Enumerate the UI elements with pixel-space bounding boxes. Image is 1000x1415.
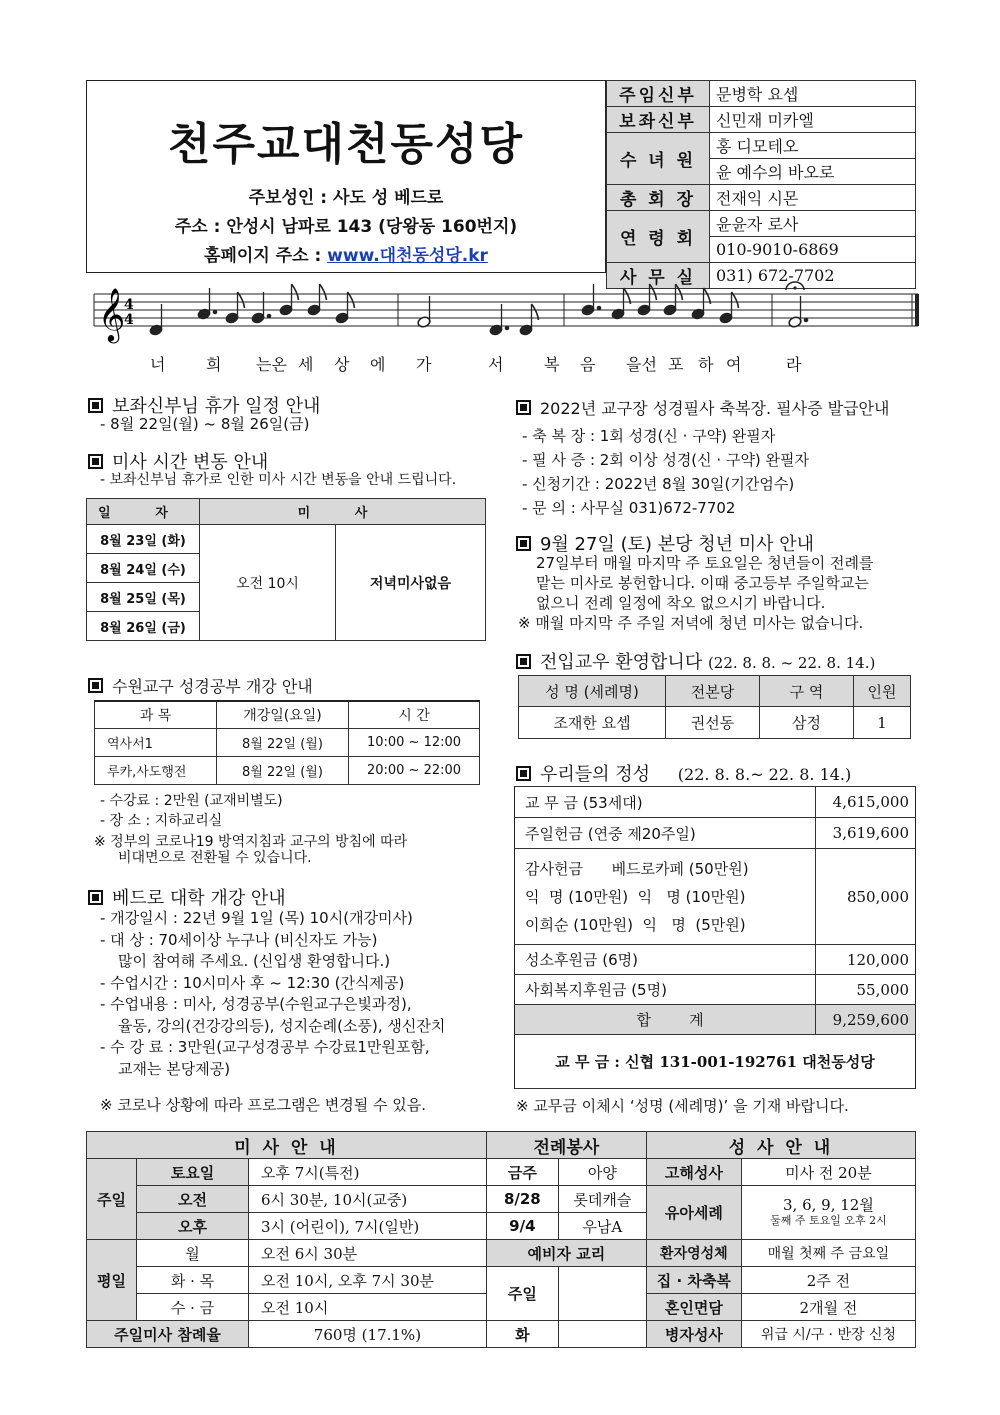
col-header: 미 사: [200, 499, 486, 525]
lyric-syllable: 희: [206, 355, 222, 374]
sacrament-info: 위급 시/구 · 반장 신청: [741, 1321, 915, 1348]
mass-change-table: [86, 498, 486, 641]
service-table: [86, 1131, 916, 1348]
table-cell: 루카,사도행전: [95, 756, 217, 784]
youth-heading: 9월 27일 (토) 본당 청년 미사 안내: [516, 530, 814, 556]
sacrament-info-line: 3, 6, 9, 12월: [783, 1195, 874, 1214]
square-bullet-icon: [516, 654, 531, 669]
staff-value: 윤 예수의 바오로: [710, 159, 916, 185]
mass-time: 6시 30분, 10시(교중): [249, 1186, 487, 1213]
youth-line: 27일부터 매월 마지막 주 토요일은 청년들이 전례를: [536, 554, 874, 572]
sacrament-info: [741, 1186, 915, 1240]
newcomers-heading: 전입교우 환영합니다 (22. 8. 8. ~ 22. 8. 14.): [516, 648, 875, 674]
staff-label: 주임신부: [607, 81, 710, 107]
church-name: 천주교대천동성당: [167, 119, 525, 170]
study-note: ※ 정부의 코로나19 방역지침과 교구의 방침에 따라: [94, 834, 408, 850]
square-bullet-icon: [516, 400, 531, 415]
table-cell: 조재한 요셉: [519, 707, 666, 739]
col-header: 개강일(요일): [217, 701, 349, 728]
catechism-header: 예비자 교리: [486, 1240, 646, 1267]
date-cell: 8월 24일 (수): [87, 554, 200, 583]
study-heading: 수원교구 성경공부 개강 안내: [88, 674, 313, 697]
catechism-sunday: 주일: [486, 1267, 558, 1321]
vacation-heading: 보좌신부님 휴가 일정 안내: [88, 392, 320, 418]
mass-change-heading: 미사 시간 변동 안내: [88, 448, 268, 474]
morning-mass: 오전 10시: [200, 525, 336, 641]
square-bullet-icon: [88, 454, 103, 469]
mass-day: 오전: [137, 1186, 249, 1213]
offering-note: ※ 교무금 이체시 ‘성명 (세례명)’ 을 기재 바랍니다.: [516, 1097, 849, 1115]
table-cell: 역사서1: [95, 728, 217, 756]
sacrament-header: 성 사 안 내: [646, 1132, 915, 1159]
peter-line: - 수업내용 : 미사, 성경공부(수원교구은빛과정),: [100, 995, 412, 1013]
staff-value: 신민재 미카엘: [710, 107, 916, 133]
bible-line: - 신청기간 : 2022년 8월 30일(기간엄수): [522, 475, 795, 493]
liturgy-date: 8/28: [486, 1186, 558, 1213]
date-cell: 8월 25일 (목): [87, 583, 200, 612]
offering-thanks-line: 감사헌금 베드로카페 (50만원): [525, 859, 749, 878]
offering-label: 교 무 금 (53세대): [515, 787, 816, 818]
sunday-label: 주일: [87, 1159, 137, 1240]
col-header: 성 명 (세례명): [519, 676, 666, 707]
bible-line: - 문 의 : 사무실 031)672-7702: [522, 499, 736, 517]
offering-thanks-line: 이희순 (10만원) 익 명 (5만원): [525, 915, 746, 934]
sacrament-name: 혼인면담: [646, 1294, 741, 1321]
table-cell: 10:00 ~ 12:00: [349, 728, 480, 756]
church-address: 주소 : 안성시 남파로 143 (당왕동 160번지): [174, 217, 518, 237]
sacrament-info-line: 둘째 주 토요일 오후 2시: [770, 1213, 887, 1227]
liturgy-header: 전례봉사: [486, 1132, 646, 1159]
mass-day: 오후: [137, 1213, 249, 1240]
date-cell: 8월 26일 (금): [87, 612, 200, 641]
offering-amount: 120,000: [816, 945, 916, 975]
col-header: 인원: [854, 676, 911, 707]
lyric-syllable: 에: [370, 355, 386, 374]
bible-line: - 필 사 증 : 2회 이상 성경(신 · 구약) 완필자: [522, 451, 810, 469]
peter-line: 많이 참여해 주세요. (신입생 환영합니다.): [118, 952, 391, 970]
sacrament-name: 고해성사: [646, 1159, 741, 1186]
staff-table: [606, 80, 916, 289]
lyric-syllable: 세: [298, 355, 314, 374]
peter-line: - 수 강 료 : 3만원(교구성경공부 수강료1만원포함,: [100, 1038, 430, 1056]
evening-mass: 저녁미사없음: [336, 525, 486, 641]
staff-value: 문병학 요셉: [710, 81, 916, 107]
offering-label: 사회복지후원금 (5명): [515, 975, 816, 1005]
note-flag: [650, 284, 657, 300]
sacrament-name: 병자성사: [646, 1321, 741, 1348]
offering-account: 교 무 금 : 신협 131-001-192761 대천동성당: [515, 1035, 916, 1089]
vacation-dates: - 8월 22일(월) ~ 8월 26일(금): [100, 415, 310, 433]
staff-value: 홍 디모테오: [710, 133, 916, 159]
study-note: - 수강료 : 2만원 (교재비별도): [100, 793, 283, 809]
sacrament-info: 미사 전 20분: [741, 1159, 915, 1186]
peter-heading: 베드로 대학 개강 안내: [88, 884, 286, 910]
mass-time: 3시 (어린이), 7시(일반): [249, 1213, 487, 1240]
lyric-syllable: 하: [698, 355, 714, 374]
lyric-syllable: 가: [416, 355, 432, 374]
newcomers-period: (22. 8. 8. ~ 22. 8. 14.): [707, 654, 876, 672]
time-signature-top: 4: [124, 297, 134, 313]
col-header: 구 역: [760, 676, 854, 707]
lyric-syllable: 너: [150, 355, 166, 374]
treble-clef-icon: 𝄞: [98, 287, 126, 341]
offering-total: 9,259,600: [816, 1005, 916, 1035]
staff-label: 수 녀 원: [607, 133, 710, 185]
liturgy-date: 금주: [486, 1159, 558, 1186]
col-header: 전본당: [666, 676, 760, 707]
offering-label: 주일헌금 (연중 제20주일): [515, 818, 816, 849]
weekday-label: 평일: [87, 1240, 137, 1321]
offering-period: (22. 8. 8.~ 22. 8. 14.): [677, 765, 852, 784]
note-flag: [320, 284, 327, 300]
table-cell: 8월 22일 (월): [217, 728, 349, 756]
study-note: - 장 소 : 지하교리실: [100, 813, 223, 829]
table-cell: 1: [854, 707, 911, 739]
sacrament-info: 매월 첫째 주 금요일: [741, 1240, 915, 1267]
peter-line: 율동, 강의(건강강의등), 성지순례(소풍), 생신잔치: [118, 1016, 446, 1035]
offering-amount: 55,000: [816, 975, 916, 1005]
mass-time: 오전 6시 30분: [249, 1240, 487, 1267]
sacrament-name: 유아세례: [646, 1186, 741, 1240]
mass-day: 토요일: [137, 1159, 249, 1186]
youth-lines: [518, 553, 874, 633]
bible-line: - 축 복 장 : 1회 성경(신 · 구약) 완필자: [522, 427, 776, 445]
staff-label: 연 령 회: [607, 211, 710, 263]
music-staff: [86, 278, 921, 376]
date-cell: 8월 23일 (화): [87, 525, 200, 554]
sacrament-name: 집 · 차축복: [646, 1267, 741, 1294]
note-flag: [292, 284, 299, 300]
liturgy-group: 우남A: [558, 1213, 646, 1240]
staff-value: 윤윤자 로사: [710, 211, 916, 237]
mass-time: 오전 10시: [249, 1294, 487, 1321]
lyric-syllable: 음: [580, 355, 596, 374]
offering-thanks: [515, 849, 816, 945]
peter-lines: [100, 908, 490, 1080]
sacrament-name: 환자영성체: [646, 1240, 741, 1267]
catechism-weekday: 화: [486, 1321, 558, 1348]
bible-heading: 2022년 교구장 성경필사 축복장. 필사증 발급안내: [516, 396, 889, 419]
catechism-weekday-time: [558, 1321, 646, 1348]
square-bullet-icon: [88, 398, 103, 413]
staff-value: 010-9010-6869: [710, 237, 916, 263]
homepage-link[interactable]: www.대천동성당.kr: [327, 246, 488, 266]
offering-heading: 우리들의 정성 (22. 8. 8.~ 22. 8. 14.): [516, 760, 851, 786]
table-cell: 20:00 ~ 22:00: [349, 756, 480, 784]
offering-amount: 3,619,600: [816, 818, 916, 849]
note-dot: [804, 318, 808, 322]
lyric-syllable: 는온: [256, 355, 287, 374]
square-bullet-icon: [516, 766, 531, 781]
square-bullet-icon: [88, 890, 103, 905]
offering-thanks-line: 익 명 (10만원) 익 명 (10만원): [525, 887, 746, 906]
offering-label: 성소후원금 (6명): [515, 945, 816, 975]
col-header: 시 간: [349, 701, 480, 728]
lyric-syllable: 여: [726, 355, 742, 374]
table-cell: 삼정: [760, 707, 854, 739]
attendance-label: 주일미사 참례율: [87, 1321, 249, 1348]
youth-line: 맡는 미사로 봉헌합니다. 이때 중고등부 주일학교는: [536, 574, 869, 592]
lyric-syllable: 상: [334, 355, 350, 374]
peter-line: - 개강일시 : 22년 9월 1일 (목) 10시(개강미사): [100, 909, 413, 927]
liturgy-group: 롯데캐슬: [558, 1186, 646, 1213]
liturgy-group: 아양: [558, 1159, 646, 1186]
lyric-syllable: 을선: [626, 355, 657, 374]
liturgy-date: 9/4: [486, 1213, 558, 1240]
mass-day: 월: [137, 1240, 249, 1267]
sacrament-info: 2주 전: [741, 1267, 915, 1294]
time-signature-bottom: 4: [124, 312, 134, 328]
offering-total-label: 합 계: [515, 1005, 816, 1035]
table-cell: 8월 22일 (월): [217, 756, 349, 784]
attendance-value: 760명 (17.1%): [249, 1321, 487, 1348]
bible-lines: [522, 424, 809, 520]
staff-value: 031) 672-7702: [710, 263, 916, 289]
mass-time: 오후 7시(특전): [249, 1159, 487, 1186]
peter-note: ※ 코로나 상황에 따라 프로그램은 변경될 수 있음.: [100, 1096, 427, 1114]
lyric-syllable: 서: [488, 355, 504, 374]
mass-day: 화 · 목: [137, 1267, 249, 1294]
peter-line: - 수업시간 : 10시미사 후 ~ 12:30 (간식제공): [100, 973, 405, 992]
offering-table: [514, 786, 916, 1089]
note-dot: [597, 306, 601, 310]
col-header: 일 자: [87, 499, 200, 525]
study-note: 비대면으로 전환될 수 있습니다.: [118, 850, 312, 866]
staff-label: 총 회 장: [607, 185, 710, 211]
square-bullet-icon: [88, 678, 103, 693]
offering-amount: 4,615,000: [816, 787, 916, 818]
mass-change-note: - 보좌신부님 휴가로 인한 미사 시간 변동을 안내 드립니다.: [100, 472, 457, 488]
note-dot: [267, 314, 271, 318]
youth-line: 없으니 전례 일정에 착오 없으시기 바랍니다.: [536, 594, 826, 612]
table-cell: 권선동: [666, 707, 760, 739]
homepage-line: [86, 241, 606, 266]
catechism-sunday-time: [558, 1267, 646, 1321]
newcomers-table: [518, 675, 911, 739]
square-bullet-icon: [516, 536, 531, 551]
col-header: 과 목: [95, 701, 217, 728]
staff-label: 보좌신부: [607, 107, 710, 133]
lyric-syllable: 포: [668, 355, 684, 374]
lyric-syllable: 라: [786, 355, 802, 374]
offering-amount: 850,000: [816, 849, 916, 945]
sacrament-info: 2개월 전: [741, 1294, 915, 1321]
note-flag: [676, 284, 683, 300]
lyric-syllable: 복: [544, 355, 560, 374]
mass-info-header: 미 사 안 내: [87, 1132, 487, 1159]
peter-line: 교재는 본당제공): [118, 1059, 231, 1078]
note-dot: [213, 310, 217, 314]
staff-label: 사 무 실: [607, 263, 710, 289]
staff-value: 전재익 시몬: [710, 185, 916, 211]
peter-line: - 대 상 : 70세이상 누구나 (비신자도 가능): [100, 930, 378, 949]
note-dot: [505, 326, 509, 330]
mass-time: 오전 10시, 오후 7시 30분: [249, 1267, 487, 1294]
homepage-label: 홈페이지 주소 :: [204, 246, 328, 266]
youth-line: ※ 매월 마지막 주 주일 저녁에 청년 미사는 없습니다.: [518, 614, 864, 632]
study-table: [94, 700, 480, 785]
patron-saint: 주보성인 : 사도 성 베드로: [248, 188, 444, 208]
mass-day: 수 · 금: [137, 1294, 249, 1321]
